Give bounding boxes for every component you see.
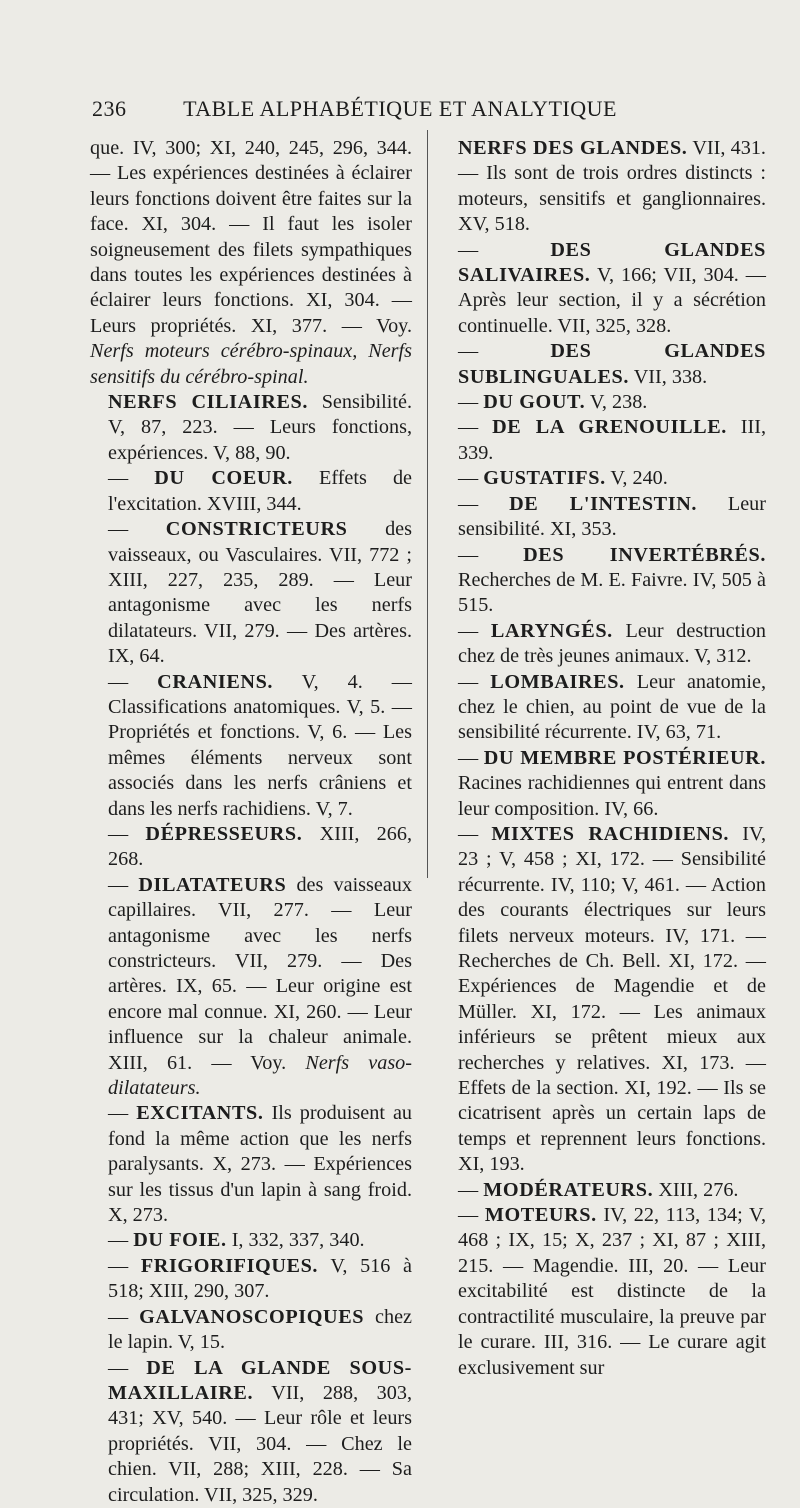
entry-text: XIII, 276. [653,1178,739,1201]
index-entry [440,390,766,415]
entry-heading: DE LA GRENOUILLE. [492,416,727,439]
entry-heading: MOTEURS. [484,1204,597,1227]
entry-heading: DÉPRESSEURS. [145,822,303,845]
index-entry [90,517,412,669]
entry-heading: DU FOIE. [133,1229,227,1252]
index-entry [440,822,766,1178]
entry-heading: LOMBAIRES. [490,670,625,693]
entry-heading: NERFS CILIAIRES. [108,391,308,414]
entry-text: — [458,340,551,363]
entry-heading: NERFS DES GLANDES. [458,137,688,159]
entry-text: — [458,822,492,845]
index-entry [90,1228,412,1253]
entry-text: — [458,746,484,769]
entry-text: — [458,1204,485,1227]
entry-text: Recherches de M. E. Faivre. IV, 505 à 515. [458,568,766,617]
page-number: 236 [92,96,127,121]
entry-text: V, 166; VII, 304. — Après leur section, il y a sécrétion continuelle. VII, 325, 328. [458,264,766,337]
running-title: TABLE ALPHABÉTIQUE ET ANALYTIQUE [183,96,617,121]
entry-text: V, 240. [605,467,668,490]
entry-text: Sensibilité. V, 87, 223. — Leurs fonctions, expériences. V, 88, 90. [108,391,412,464]
entry-heading: CONSTRICTEURS [165,518,348,541]
entry-text: — [108,1356,147,1379]
entry-heading: DE L'INTESTIN. [509,492,698,515]
index-entry [440,670,766,746]
entry-text: IV, 23 ; V, 458 ; XI, 172. — Sensibilité récurrente. IV, 110; V, 461. — Action des courants électriques sur leurs filets nerveux moteurs. IV, 171. — Recherches de Ch. Bell. XI, 172. — Expériences de Magendie et de Müller. XI, 172. — Les animaux inférieurs se prêtent mieux aux recherches y relatives. XI, 173. — Effets de la section. XI, 192. — Ils se cicatrisent après un certain laps de temps et reprennent leurs fonctions. XI, 193. [458,822,766,1176]
index-entry-continuation [90,136,412,390]
index-entry [90,1356,412,1508]
entry-text: V, 4. — Classifications anatomiques. V, 5. — Propriétés et fonctions. V, 6. — Les mêmes éléments nerveux sont associés dans les nerfs crâniens et dans les nerfs rachidiens. V, 7. [108,670,412,820]
entry-text: — [458,619,491,642]
entry-heading: CRANIENS. [157,670,274,693]
index-entry [440,136,766,238]
entry-text: — [108,467,155,490]
entry-heading: DILATATEURS [138,873,287,896]
entry-heading: GUSTATIFS. [483,467,606,490]
entry-text: des vaisseaux capillaires. VII, 277. — Leur antagonisme avec les nerfs constricteurs. VII, 279. — Des artères. IX, 65. — Leur origine est encore mal connue. XI, 260. — Leur influence sur la chaleur animale. XIII, 61. — Voy. [108,873,412,1074]
index-entry [440,492,766,543]
entry-text: VII, 431. — Ils sont de trois ordres distincts : moteurs, sensitifs et ganglionnaires. XV, 518. [458,137,766,236]
entry-heading: EXCITANTS. [136,1102,264,1125]
index-entry [440,415,766,466]
entry-heading: DES GLANDES SUBLINGUALES. [458,340,766,388]
entry-text: Leur sensibilité. XI, 353. [458,492,767,541]
page-header [92,96,708,130]
entry-text: I, 332, 337, 340. [226,1229,365,1252]
index-entry [440,543,766,619]
entry-heading: MODÉRATEURS. [483,1178,654,1201]
entry-heading: DU MEMBRE POSTÉRIEUR. [483,746,766,769]
entry-text: Ils produisent au fond la même action que les nerfs paralysants. X, 273. — Expériences sur les tissus d'un lapin à sang froid. X, 273. [108,1102,412,1227]
entry-text: — [458,238,551,261]
entry-heading: DE LA GLANDE SOUS-MAXILLAIRE. [108,1356,413,1404]
entry-text: des vaisseaux, ou Vasculaires. VII, 772 ; XIII, 227, 235, 289. — Leur antagonisme avec les nerfs dilatateurs. VII, 279. — Des artères. IX, 64. [108,518,412,668]
index-entry [440,339,766,390]
entry-text: — [108,1305,140,1328]
entry-text: — [108,1229,134,1252]
entry-text: — [458,670,491,693]
index-entry [90,1101,412,1228]
index-entry [90,390,412,466]
index-entry [440,238,766,340]
entry-text: — [458,543,524,566]
entry-heading: DU GOUT. [483,391,586,414]
entry-text: III, 339. [458,416,767,464]
index-entry [90,1254,412,1305]
entry-text: — [458,391,484,414]
entry-text: chez le lapin. V, 15. [108,1305,412,1354]
index-entry [440,1203,766,1381]
entry-text: — [458,492,510,515]
entry-heading: DES INVERTÉBRÉS. [523,543,766,566]
entry-heading: LARYNGÉS. [490,619,613,642]
entry-text: — [108,1102,137,1125]
right-column [440,136,766,1381]
entry-heading: MIXTES RACHIDIENS. [491,822,730,845]
entry-text: Leur anatomie, chez le chien, au point de vue de la sensibilité récurrente. IV, 63, 71. [458,670,766,744]
entry-heading: DU COEUR. [154,467,293,490]
entry-text: — [108,1254,141,1277]
entry-text: Leur destruction chez de très jeunes animaux. V, 312. [458,619,767,668]
index-entry [90,1305,412,1356]
entry-text: XIII, 266, 268. [108,822,412,871]
index-entry [440,746,766,822]
entry-text: Racines rachidiennes qui entrent dans leur composition. IV, 66. [458,772,766,820]
entry-text: Effets de l'excitation. XVIII, 344. [108,467,413,515]
entry-text: VII, 288, 303, 431; XV, 540. — Leur rôle et leurs propriétés. VII, 304. — Chez le chien. VII, 288; XIII, 228. — Sa circulation. VII, 325, 329. [108,1381,412,1506]
index-entry [440,619,766,670]
entry-text: VII, 338. [629,365,708,388]
entry-text: — [108,518,166,541]
index-entry [440,466,766,491]
entry-text: — [458,416,493,439]
entry-text: — [458,467,484,490]
entry-text: — [458,1178,484,1201]
index-entry [90,822,412,873]
index-entry [440,1178,766,1203]
index-entry [90,670,412,822]
entry-text: — [108,873,139,896]
index-entry [90,873,412,1102]
entry-text: — [108,670,158,693]
entry-text: V, 516 à 518; XIII, 290, 307. [108,1254,412,1303]
cross-reference: Nerfs vaso-dilatateurs. [108,1051,413,1100]
cross-reference: Nerfs moteurs cérébro-spinaux, Nerfs sensitifs du cérébro-spinal. [90,340,412,388]
entry-heading: GALVANOSCOPIQUES [139,1305,365,1328]
entry-heading: DES GLANDES SALIVAIRES. [458,238,766,287]
index-entry [90,466,412,517]
left-column [90,136,412,1508]
column-divider [427,130,428,878]
entry-text: V, 238. [585,391,648,414]
entry-text: IV, 22, 113, 134; V, 468 ; IX, 15; X, 237 ; XI, 87 ; XIII, 215. — Magendie. III, 20. — Leur excitabilité est distincte de la contractilité musculaire, la preuve par le curare. III, 316. — Le curare agit exclusivement sur [458,1204,767,1379]
entry-text: que. IV, 300; XI, 240, 245, 296, 344. — Les expériences destinées à éclairer leurs fonctions doivent être faites sur la face. XI, 304. — Il faut les isoler soigneusement des filets sympathiques dans toutes les expériences destinées à éclairer leurs fonctions. XI, 304. — Leurs propriétés. XI, 377. — Voy. [90,137,412,337]
entry-heading: FRIGORIFIQUES. [140,1254,319,1277]
entry-text: — [108,822,146,845]
